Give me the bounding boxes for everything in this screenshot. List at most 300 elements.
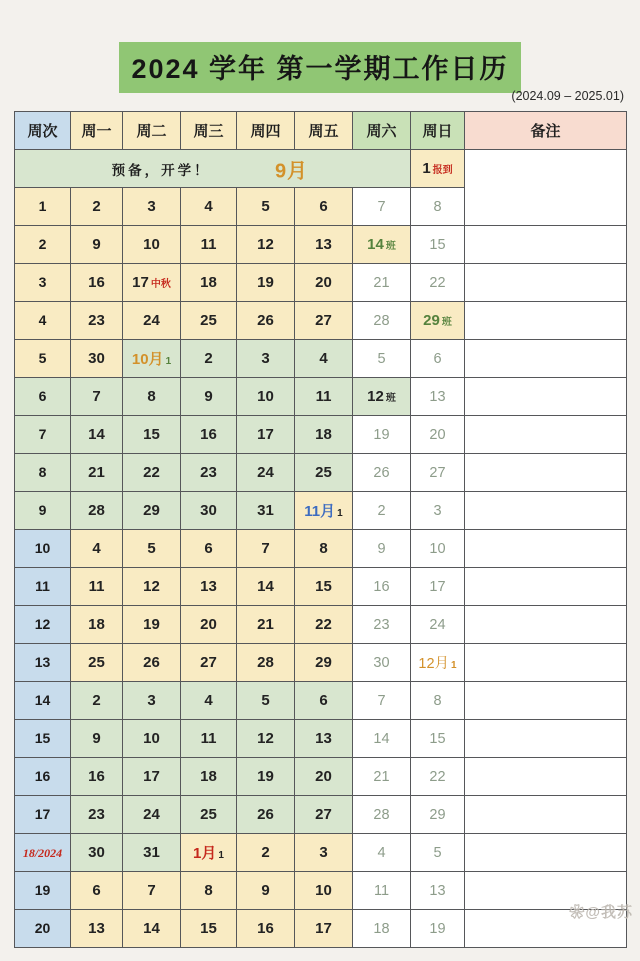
col-header-monday: 周一: [71, 112, 123, 150]
day-number: 13: [429, 388, 446, 405]
day-cell: [181, 796, 237, 834]
col-header-thursday: 周四: [237, 112, 295, 150]
week-number-cell: [15, 872, 71, 910]
day-number: 19: [373, 426, 390, 443]
day-number: 5: [261, 691, 270, 709]
week-number-cell: [15, 720, 71, 758]
day-cell: [71, 758, 123, 796]
day-annotation: 1: [451, 660, 457, 671]
day-number: 11: [315, 387, 332, 405]
day-cell: [295, 606, 353, 644]
week-number-cell: [15, 758, 71, 796]
day-number: 6: [433, 350, 442, 367]
day-cell: [71, 226, 123, 264]
week-row: [15, 796, 627, 834]
day-cell: [71, 454, 123, 492]
day-number: 1月: [193, 845, 217, 862]
september-banner-row: [15, 150, 627, 188]
day-cell: [181, 454, 237, 492]
day-annotation: 中秋: [150, 278, 171, 290]
week-number: 10: [34, 539, 51, 556]
day-cell: [71, 416, 123, 454]
day-cell: [353, 492, 411, 530]
day-number: 22: [315, 615, 332, 633]
day-cell: [295, 302, 353, 340]
day-cell: [123, 188, 181, 226]
day-cell: [123, 796, 181, 834]
day-number: 4: [204, 197, 213, 215]
remark-cell: [465, 758, 627, 796]
day-number: 9: [204, 387, 213, 405]
day-cell: [411, 834, 465, 872]
day-number: 6: [319, 691, 328, 709]
day-number: 3: [147, 197, 156, 215]
day-cell: [71, 492, 123, 530]
day-cell: [181, 910, 237, 948]
day-cell: [295, 682, 353, 720]
watermark: ❀@我苏: [569, 904, 633, 921]
day-number: 11: [200, 729, 217, 747]
day-cell: [411, 454, 465, 492]
day-cell: [181, 416, 237, 454]
day-cell: [411, 188, 465, 226]
day-cell: [353, 226, 411, 264]
week-number-cell: [15, 188, 71, 226]
day-cell: [123, 264, 181, 302]
day-number: 3: [319, 843, 328, 861]
day-cell: [71, 302, 123, 340]
day-number: 18: [200, 767, 217, 785]
day-number: 14: [143, 919, 160, 937]
remark-cell: [465, 568, 627, 606]
date-range-subtitle: (2024.09 – 2025.01): [511, 89, 624, 103]
day-number: 6: [319, 197, 328, 215]
day-number: 4: [92, 539, 101, 557]
day-cell: [353, 796, 411, 834]
day-cell: [123, 606, 181, 644]
day-cell: [411, 378, 465, 416]
day-cell: [123, 720, 181, 758]
day-cell: [353, 530, 411, 568]
day-cell: [237, 302, 295, 340]
day-cell: [181, 682, 237, 720]
day-cell: [353, 340, 411, 378]
day-number: 31: [143, 843, 160, 861]
remark-cell: [465, 416, 627, 454]
day-number: 21: [88, 463, 105, 481]
week-number-cell: [15, 340, 71, 378]
week-row: [15, 606, 627, 644]
day-number: 23: [200, 463, 217, 481]
day-cell: [411, 796, 465, 834]
day-cell: [237, 454, 295, 492]
day-number: 19: [257, 767, 274, 785]
day-cell: [295, 910, 353, 948]
day-cell: [237, 682, 295, 720]
day-cell: [411, 340, 465, 378]
day-cell: [123, 226, 181, 264]
day-cell: [411, 720, 465, 758]
day-cell: [123, 340, 181, 378]
day-number: 29: [315, 653, 332, 671]
day-cell: [181, 188, 237, 226]
day-number: 20: [315, 273, 332, 291]
week-number-cell: [15, 530, 71, 568]
report-day-cell: [411, 150, 465, 188]
day-annotation: 班: [441, 316, 452, 328]
remark-cell: [465, 644, 627, 682]
day-number: 8: [433, 198, 442, 215]
september-month-label: 9月: [274, 160, 309, 182]
day-cell: [237, 910, 295, 948]
remark-cell: [465, 796, 627, 834]
day-cell: [353, 264, 411, 302]
day-number: 24: [143, 805, 160, 823]
day-cell: [411, 682, 465, 720]
remark-cell: [465, 340, 627, 378]
week-number: 17: [34, 805, 51, 822]
day-annotation: 班: [385, 240, 396, 252]
day-number: 22: [429, 274, 446, 291]
day-cell: [411, 872, 465, 910]
day-cell: [71, 872, 123, 910]
day-cell: [295, 454, 353, 492]
day-number: 5: [261, 197, 270, 215]
day-annotation: 1: [165, 356, 172, 367]
day-number: 6: [204, 539, 213, 557]
day-number: 8: [433, 692, 442, 709]
day-number: 15: [429, 730, 446, 747]
day-number: 16: [88, 767, 105, 785]
day-cell: [71, 568, 123, 606]
week-number: 20: [34, 919, 51, 936]
day-number: 24: [429, 616, 446, 633]
remark-cell: [465, 264, 627, 302]
day-number: 8: [204, 881, 213, 899]
day-cell: [123, 378, 181, 416]
day-number: 10: [143, 729, 160, 747]
week-number: 4: [38, 311, 47, 328]
remark-cell: [465, 720, 627, 758]
week-row: [15, 910, 627, 948]
week-row: [15, 302, 627, 340]
week-row: [15, 340, 627, 378]
day-number: 21: [373, 768, 390, 785]
week-number-cell: [15, 606, 71, 644]
day-number: 3: [261, 349, 270, 367]
day-cell: [295, 340, 353, 378]
day-cell: [181, 606, 237, 644]
day-number: 6: [92, 881, 101, 899]
day-cell: [71, 378, 123, 416]
day-number: 15: [200, 919, 217, 937]
day-cell: [353, 378, 411, 416]
remark-cell: [465, 834, 627, 872]
week-number: 2: [38, 235, 47, 252]
day-number: 11: [88, 577, 105, 595]
day-number: 11: [373, 882, 390, 899]
day-number: 26: [373, 464, 390, 481]
week-number-cell: [15, 644, 71, 682]
day-cell: [237, 720, 295, 758]
day-number: 27: [315, 311, 332, 329]
col-header-wednesday: 周三: [181, 112, 237, 150]
week-row: [15, 644, 627, 682]
day-cell: [237, 492, 295, 530]
day-number: 14: [367, 235, 384, 253]
day-cell: [353, 188, 411, 226]
day-number: 30: [88, 349, 105, 367]
day-number: 12: [257, 235, 274, 253]
day-number: 26: [143, 653, 160, 671]
day-cell: [123, 834, 181, 872]
day-number: 10: [429, 540, 446, 557]
day-cell: [295, 416, 353, 454]
day-annotation: 报到: [432, 164, 453, 176]
remark-cell: [465, 682, 627, 720]
day-annotation: 班: [385, 392, 396, 404]
day-number: 26: [257, 311, 274, 329]
col-header-tuesday: 周二: [123, 112, 181, 150]
col-header-saturday: 周六: [353, 112, 411, 150]
day-number: 13: [429, 882, 446, 899]
day-number: 30: [88, 843, 105, 861]
week-row: [15, 454, 627, 492]
day-number: 25: [200, 311, 217, 329]
day-number: 13: [315, 729, 332, 747]
day-cell: [237, 606, 295, 644]
day-number: 25: [200, 805, 217, 823]
day-number: 19: [429, 920, 446, 937]
day-annotation: 1: [218, 850, 224, 861]
week-number: 18/2024: [22, 845, 63, 860]
day-cell: [237, 340, 295, 378]
week-number-cell: [15, 910, 71, 948]
week-number: 1: [38, 197, 47, 214]
day-cell: [181, 758, 237, 796]
day-cell: [237, 226, 295, 264]
day-cell: [295, 188, 353, 226]
day-cell: [353, 568, 411, 606]
day-cell: [295, 644, 353, 682]
day-cell: [123, 530, 181, 568]
week-row: [15, 416, 627, 454]
day-cell: [71, 340, 123, 378]
day-cell: [353, 720, 411, 758]
day-cell: [237, 378, 295, 416]
day-number: 27: [315, 805, 332, 823]
day-cell: [353, 454, 411, 492]
day-number: 11月: [304, 503, 336, 520]
week-number: 11: [35, 577, 50, 594]
day-number: 23: [373, 616, 390, 633]
day-cell: [353, 910, 411, 948]
col-header-week: 周次: [15, 112, 71, 150]
day-number: 23: [88, 805, 105, 823]
day-cell: [71, 834, 123, 872]
col-header-friday: 周五: [295, 112, 353, 150]
day-number: 24: [143, 311, 160, 329]
day-number: 1: [422, 159, 431, 177]
day-number: 17: [315, 919, 332, 937]
day-number: 12: [367, 387, 384, 405]
day-cell: [237, 568, 295, 606]
week-row: [15, 682, 627, 720]
day-number: 10: [315, 881, 332, 899]
day-cell: [237, 264, 295, 302]
remark-cell: [465, 606, 627, 644]
day-number: 21: [257, 615, 274, 633]
week-number: 16: [34, 767, 51, 784]
day-cell: [123, 644, 181, 682]
week-number: 14: [34, 691, 51, 708]
remark-cell: [465, 530, 627, 568]
day-number: 16: [373, 578, 390, 595]
day-cell: [71, 188, 123, 226]
day-cell: [411, 226, 465, 264]
day-number: 9: [261, 881, 270, 899]
remark-cell: [465, 302, 627, 340]
day-cell: [123, 872, 181, 910]
day-number: 28: [373, 312, 390, 329]
day-number: 3: [147, 691, 156, 709]
day-cell: [123, 492, 181, 530]
day-cell: [123, 416, 181, 454]
week-number-cell: [15, 682, 71, 720]
day-number: 20: [429, 426, 446, 443]
day-number: 31: [257, 501, 274, 519]
week-number: 7: [38, 425, 47, 442]
day-cell: [295, 796, 353, 834]
day-cell: [71, 910, 123, 948]
day-number: 25: [88, 653, 105, 671]
day-number: 17: [143, 767, 160, 785]
day-number: 18: [373, 920, 390, 937]
week-number-cell: [15, 568, 71, 606]
day-cell: [71, 796, 123, 834]
day-cell: [237, 644, 295, 682]
day-cell: [71, 264, 123, 302]
day-cell: [411, 416, 465, 454]
day-number: 13: [315, 235, 332, 253]
day-number: 22: [143, 463, 160, 481]
day-cell: [353, 682, 411, 720]
day-number: 20: [315, 767, 332, 785]
day-cell: [181, 720, 237, 758]
day-number: 21: [373, 274, 390, 291]
day-cell: [353, 872, 411, 910]
day-number: 10月: [131, 351, 164, 368]
day-number: 9: [92, 729, 101, 747]
day-cell: [411, 758, 465, 796]
day-cell: [71, 644, 123, 682]
week-row: [15, 834, 627, 872]
week-row: [15, 530, 627, 568]
day-number: 5: [377, 350, 386, 367]
day-cell: [411, 568, 465, 606]
day-cell: [353, 416, 411, 454]
week-number-cell: [15, 796, 71, 834]
day-cell: [71, 530, 123, 568]
week-number-cell: [15, 834, 71, 872]
day-number: 15: [429, 236, 446, 253]
day-number: 13: [200, 577, 217, 595]
week-number: 19: [34, 881, 51, 898]
day-number: 12: [143, 577, 160, 595]
day-cell: [353, 606, 411, 644]
calendar-table: [14, 111, 627, 948]
day-number: 7: [377, 198, 386, 215]
week-number: 15: [34, 729, 51, 746]
day-number: 11: [200, 235, 217, 253]
remark-cell: [465, 226, 627, 264]
day-number: 20: [200, 615, 217, 633]
day-cell: [181, 340, 237, 378]
day-number: 29: [143, 501, 160, 519]
week-row: [15, 720, 627, 758]
day-number: 9: [92, 235, 101, 253]
week-row: [15, 758, 627, 796]
week-row: [15, 226, 627, 264]
day-number: 14: [257, 577, 274, 595]
day-number: 27: [200, 653, 217, 671]
day-cell: [123, 454, 181, 492]
day-number: 23: [88, 311, 105, 329]
remark-cell: [465, 150, 627, 226]
day-cell: [237, 872, 295, 910]
day-number: 7: [147, 881, 156, 899]
day-number: 10: [257, 387, 274, 405]
day-cell: [181, 226, 237, 264]
day-cell: [295, 872, 353, 910]
day-number: 2: [92, 197, 101, 215]
col-header-remark: 备注: [465, 112, 627, 150]
day-cell: [71, 720, 123, 758]
day-cell: [181, 302, 237, 340]
day-cell: [237, 530, 295, 568]
page-title-wrap: [0, 0, 640, 93]
day-cell: [353, 302, 411, 340]
day-cell: [181, 264, 237, 302]
week-number-cell: [15, 492, 71, 530]
day-cell: [71, 682, 123, 720]
day-cell: [353, 644, 411, 682]
day-number: 18: [200, 273, 217, 291]
day-cell: [411, 530, 465, 568]
day-cell: [411, 492, 465, 530]
week-row: [15, 872, 627, 910]
day-number: 30: [200, 501, 217, 519]
day-number: 22: [429, 768, 446, 785]
day-number: 7: [261, 539, 270, 557]
day-cell: [237, 834, 295, 872]
day-number: 28: [257, 653, 274, 671]
week-number: 8: [38, 463, 47, 480]
week-row: [15, 264, 627, 302]
remark-cell: [465, 454, 627, 492]
day-cell: [411, 606, 465, 644]
day-cell: [123, 302, 181, 340]
day-number: 25: [315, 463, 332, 481]
day-number: 16: [88, 273, 105, 291]
day-number: 12月: [418, 656, 450, 672]
week-number-cell: [15, 454, 71, 492]
day-cell: [123, 758, 181, 796]
day-number: 19: [143, 615, 160, 633]
day-number: 4: [204, 691, 213, 709]
day-number: 5: [433, 844, 442, 861]
day-number: 8: [147, 387, 156, 405]
